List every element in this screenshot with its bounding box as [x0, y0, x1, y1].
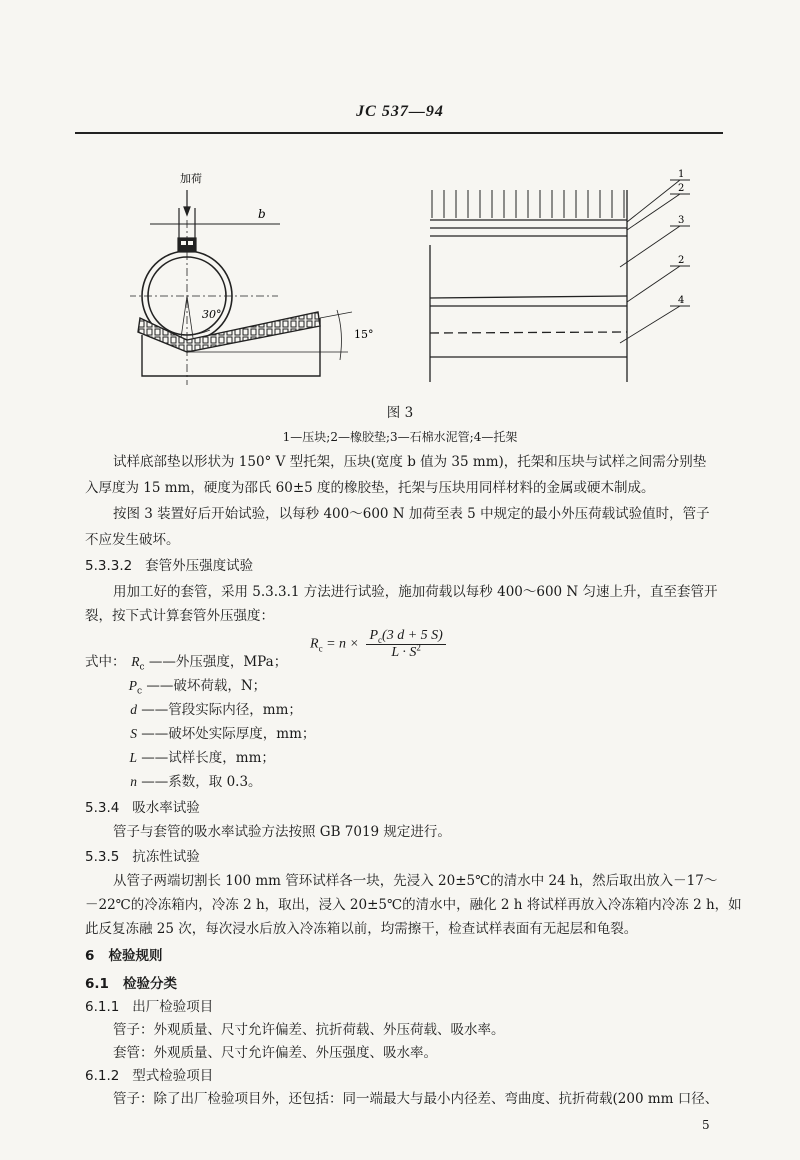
section-heading-5-3-3-2 [85, 557, 253, 575]
variable-definition [113, 749, 275, 767]
var-symbol: n [130, 774, 137, 789]
section-title: 吸水率试验 [132, 800, 200, 816]
variable-definition [113, 677, 266, 695]
angle-15-label: 15° [354, 328, 374, 341]
right-section-drawing [430, 180, 690, 382]
section-number: 6.1.1 [85, 999, 120, 1015]
var-desc: ——系数，取 0.3。 [141, 774, 262, 790]
section-title: 型式检验项目 [132, 1068, 214, 1084]
paragraph-line: 套管：外观质量、尺寸允许偏差、外压强度、吸水率。 [113, 1045, 437, 1061]
paragraph-line: －22℃的冷冻箱内，冷冻 2 h，取出，浸入 20±5℃的清水中，融化 2 h 将试样再放入冷冻箱内冷冻 2 h，如 [85, 897, 742, 913]
figure-legend: 1—压块;2—橡胶垫;3—石棉水泥管;4—托架 [282, 430, 518, 444]
formula-fraction [366, 628, 445, 661]
section-number: 6 [85, 948, 95, 964]
paragraph-line: 管子：外观质量、尺寸允许偏差、抗折荷载、外压荷载、吸水率。 [113, 1022, 505, 1038]
variable-definition [113, 773, 262, 791]
angle-30-label: 30° [202, 308, 222, 321]
section-number: 6.1.2 [85, 1068, 120, 1084]
section-number: 5.3.5 [85, 849, 120, 865]
figure-3-diagram [130, 160, 720, 390]
where-label: 式中： [85, 654, 126, 670]
var-sub: c [137, 686, 143, 697]
paragraph-line: 管子与套管的吸水率试验方法按照 GB 7019 规定进行。 [113, 824, 451, 840]
section-number: 5.3.4 [85, 800, 120, 816]
formula-lhs-sub: c [318, 643, 323, 654]
paragraph-line: 此反复冻融 25 次，每次浸水后放入冷冻箱以前，均需擦干，检查试样表面有无起层和龟裂。 [85, 921, 638, 937]
page-number: 5 [702, 1118, 710, 1132]
left-test-setup-drawing [130, 190, 352, 385]
callout-4: 4 [678, 295, 685, 306]
section-title: 套管外压强度试验 [145, 558, 254, 574]
var-symbol: S [130, 726, 137, 741]
section-heading-6-1-1 [85, 998, 213, 1016]
callout-1: 1 [678, 169, 685, 180]
section-heading-5-3-5 [85, 848, 200, 866]
section-title: 检验分类 [123, 976, 178, 992]
var-desc: ——破坏荷载，N； [146, 678, 267, 694]
variable-definition [113, 725, 315, 743]
paragraph-line: 按图 3 装置好后开始试验，以每秒 400～600 N 加荷至表 5 中规定的最小外压荷载试验值时，管子 [113, 506, 710, 522]
paragraph-line: 不应发生破坏。 [85, 532, 180, 548]
width-b-label: b [258, 207, 266, 221]
formula-num-sub: c [378, 634, 383, 645]
var-symbol: d [130, 702, 137, 717]
var-desc: ——试样长度，mm； [141, 750, 275, 766]
section-title: 抗冻性试验 [132, 849, 200, 865]
formula-den-sup: 2 [416, 642, 421, 653]
section-title: 检验规则 [108, 948, 163, 964]
strength-formula [310, 628, 446, 661]
variable-definition [85, 653, 287, 671]
var-desc: ——管段实际内径，mm； [141, 702, 302, 718]
section-heading-6 [85, 947, 163, 965]
paragraph-line: 从管子两端切割长 100 mm 管环试样各一块，先浸入 20±5℃的清水中 24 h，然后取出放入－17～ [113, 873, 718, 889]
paragraph-line: 入厚度为 15 mm，硬度为邵氏 60±5 度的橡胶垫，托架与压块用同样材料的金属或硬木制成。 [85, 480, 655, 496]
paragraph-line: 试样底部垫以形状为 150° V 型托架，压块(宽度 b 值为 35 mm)，托架和压块与试样之间需分别垫 [113, 454, 707, 470]
section-heading-5-3-4 [85, 799, 200, 817]
var-symbol: L [129, 750, 137, 765]
section-number: 5.3.3.2 [85, 558, 133, 574]
formula-num: P [369, 628, 379, 643]
var-desc: ——外压强度，MPa； [148, 654, 288, 670]
formula-den: L · S [391, 645, 417, 660]
var-symbol: R [131, 654, 140, 669]
variable-definition [113, 701, 302, 719]
section-heading-6-1-2 [85, 1067, 213, 1085]
load-label: 加荷 [180, 172, 202, 185]
callout-2-top: 2 [678, 183, 685, 194]
formula-mid: = n × [322, 636, 363, 652]
callout-2-bottom: 2 [678, 255, 685, 266]
var-symbol: P [128, 678, 137, 693]
var-desc: ——破坏处实际厚度，mm； [141, 726, 316, 742]
section-number: 6.1 [85, 976, 109, 992]
callout-3: 3 [678, 215, 685, 226]
paragraph-line: 裂，按下式计算套管外压强度： [85, 608, 274, 624]
section-title: 出厂检验项目 [132, 999, 214, 1015]
formula-num-rest: (3 d + 5 S) [382, 628, 443, 643]
section-heading-6-1 [85, 975, 177, 993]
formula-lhs: R [310, 636, 319, 652]
paragraph-line: 管子：除了出厂检验项目外，还包括：同一端最大与最小内径差、弯曲度、抗折荷载(200 mm 口径、 [113, 1091, 719, 1107]
figure-title: 图 3 [386, 405, 414, 421]
header-rule [75, 132, 723, 134]
document-header-code: JC 537—94 [356, 103, 444, 120]
paragraph-line: 用加工好的套管，采用 5.3.3.1 方法进行试验，施加荷载以每秒 400～600 N 匀速上升，直至套管开 [113, 584, 718, 600]
var-sub: c [139, 662, 145, 673]
